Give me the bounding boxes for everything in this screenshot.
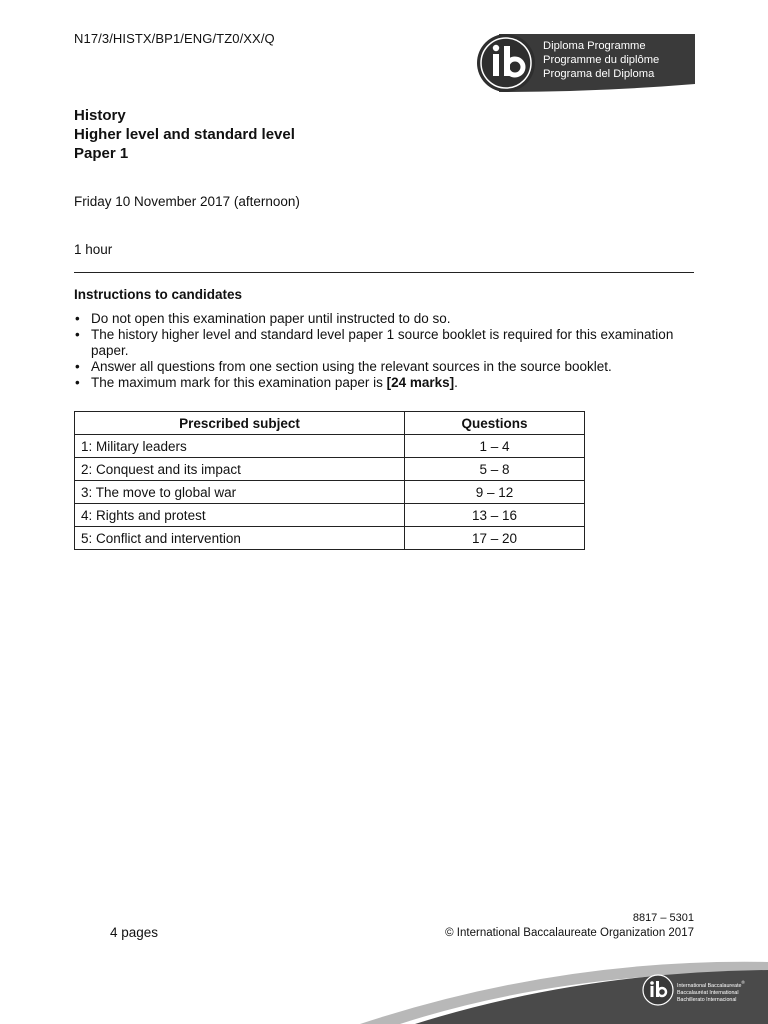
questions-cell: 17 – 20 <box>405 527 585 550</box>
registered-mark: ® <box>741 980 745 985</box>
paper-code: 8817 – 5301 <box>632 912 694 924</box>
questions-cell: 13 – 16 <box>405 504 585 527</box>
subject-cell: 2: Conquest and its impact <box>75 458 405 481</box>
instruction-item <box>74 375 694 391</box>
ibo-text <box>677 979 745 1004</box>
instruction-item: • Answer all questions from one section using the relevant sources in the source booklet. <box>74 359 694 375</box>
table-row <box>75 481 585 504</box>
instructions-heading: Instructions to candidates <box>74 287 243 302</box>
max-marks: [24 marks] <box>386 375 455 390</box>
logo-text <box>543 39 659 81</box>
logo-line: Diploma Programme <box>543 40 646 52</box>
questions-cell: 9 – 12 <box>405 481 585 504</box>
ibo-line: International Baccalaureate® <box>677 980 745 989</box>
ibo-line: Baccalauréat International <box>677 989 739 996</box>
table-row <box>75 435 585 458</box>
divider-rule <box>74 272 694 273</box>
instruction-item: • Do not open this examination paper until instructed to do so. <box>74 311 694 327</box>
footer-swoosh <box>0 950 768 1024</box>
instruction-suffix: . <box>454 375 458 390</box>
level-title: Higher level and standard level <box>74 126 295 143</box>
table-header-row <box>75 412 585 435</box>
logo-line: Programme du diplôme <box>543 54 660 66</box>
subject-cell: 3: The move to global war <box>75 481 405 504</box>
subject-cell: 5: Conflict and intervention <box>75 527 405 550</box>
page-count: 4 pages <box>110 925 159 940</box>
reference-code: N17/3/HISTX/BP1/ENG/TZ0/XX/Q <box>74 31 275 46</box>
questions-cell: 5 – 8 <box>405 458 585 481</box>
exam-date: Friday 10 November 2017 (afternoon) <box>74 194 300 209</box>
instruction-item: • The history higher level and standard level paper 1 source booklet is required for this examination paper. <box>74 327 694 359</box>
ibo-line: Bachillerato Internacional <box>677 996 737 1003</box>
column-header-questions: Questions <box>405 412 585 435</box>
copyright-notice: © International Baccalaureate Organization 2017 <box>445 927 694 939</box>
table-row <box>75 527 585 550</box>
logo-line: Programa del Diploma <box>543 68 655 80</box>
prescribed-subjects-table <box>74 411 585 550</box>
paper-titles <box>74 106 295 163</box>
table-row <box>75 504 585 527</box>
instructions-list <box>74 311 694 391</box>
questions-cell: 1 – 4 <box>405 435 585 458</box>
ib-diploma-logo <box>477 34 695 92</box>
table-row <box>75 458 585 481</box>
subject-cell: 4: Rights and protest <box>75 504 405 527</box>
subject-cell: 1: Military leaders <box>75 435 405 458</box>
exam-duration: 1 hour <box>74 242 113 257</box>
subject-title: History <box>74 107 126 124</box>
ibo-logo-icon <box>643 975 673 1005</box>
instruction-text: The maximum mark for this examination paper is <box>91 375 387 390</box>
paper-title: Paper 1 <box>74 145 129 162</box>
column-header-subject: Prescribed subject <box>75 412 405 435</box>
